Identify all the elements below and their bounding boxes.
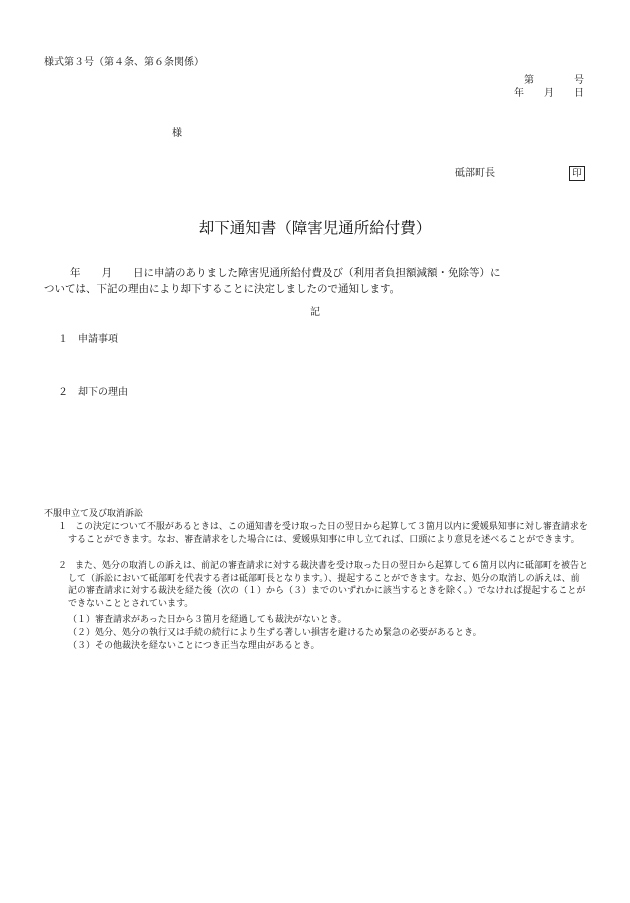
issue-date: 年 月 日 (514, 88, 584, 99)
form-number: 様式第３号（第４条、第６条関係） (44, 57, 204, 68)
objection-p1-number: １ (58, 522, 68, 532)
addressee-suffix: 様 (172, 128, 182, 139)
objection-sub-2: （２）処分、処分の執行又は手続の続行により生ずる著しい損害を避けるため緊急の必要があるとき。 (68, 628, 482, 638)
objection-p2-text: また、処分の取消しの訴えは、前記の審査請求に対する裁決書を受け取った日の翌日から起算して６箇月以内に砥部町を被告として（訴訟において砥部町を代表する者は砥部町長となります。）、提起することができます。なお、処分の取消しの訴えは、前記の審査請求に対する裁決を経た後（次の（１）から（３）までのいずれかに該当するときを除く。）でなければ提起することができないこととされています。 (68, 561, 589, 609)
objection-p1-text: この決定について不服があるときは、この通知書を受け取った日の翌日から起算して３箇月以内に愛媛県知事に対し審査請求をすることができます。なお、審査請求をした場合には、愛媛県知事に申し立てれば、口頭により意見を述べることができます。 (68, 522, 588, 545)
objection-heading: 不服申立て及び取消訴訟 (44, 509, 144, 519)
ki-marker: 記 (310, 307, 320, 318)
body-line-2: ついては、下記の理由により却下することに決定しましたので通知します。 (44, 283, 401, 295)
objection-p2-number: ２ (58, 561, 68, 571)
body-line-1: 年 月 日に申請のありました障害児通所給付費及び（利用者負担額減額・免除等）に (49, 267, 501, 279)
section-application-items: １ 申請事項 (58, 334, 118, 345)
objection-sub-3: （３）その他裁決を経ないことにつき正当な理由があるとき。 (68, 641, 320, 651)
issuer-name: 砥部町長 (455, 168, 495, 179)
official-seal-mark: 印 (569, 166, 585, 181)
objection-sub-1: （１）審査請求があった日から３箇月を経過しても裁決がないとき。 (68, 615, 347, 625)
document-number: 第 号 (524, 75, 584, 86)
section-rejection-reason: ２ 却下の理由 (58, 387, 128, 398)
document-title: 却下通知書（障害児通所給付費） (198, 219, 432, 237)
